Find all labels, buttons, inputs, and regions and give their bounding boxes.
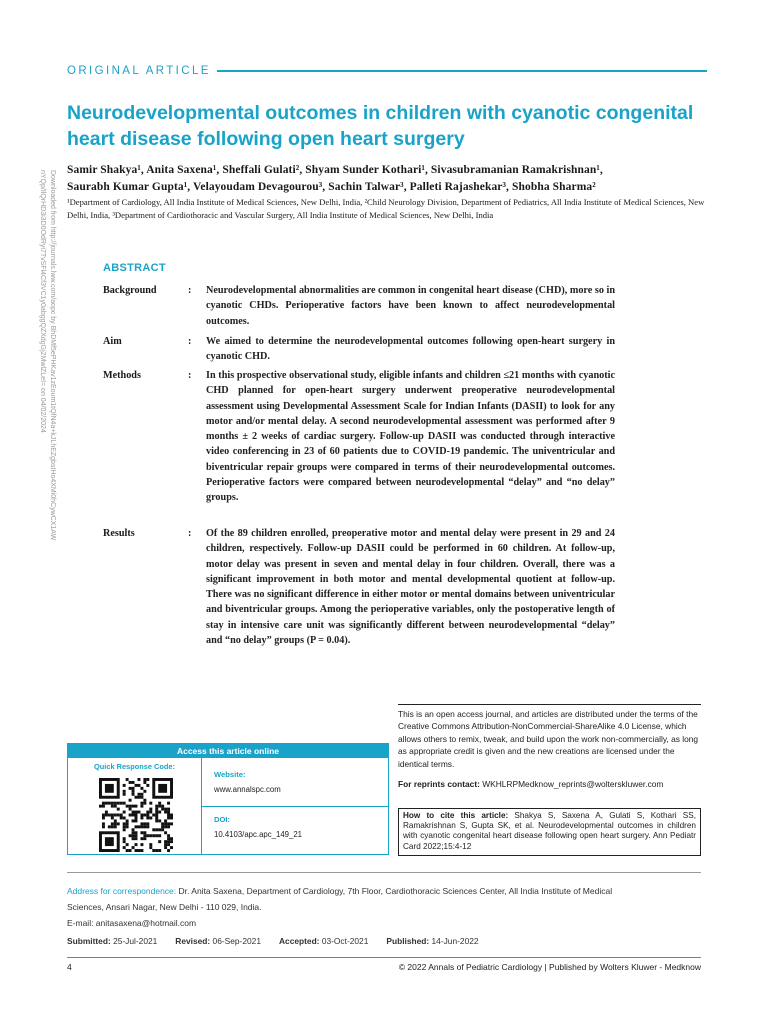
citation-label: How to cite this article:	[403, 811, 509, 820]
author-list	[67, 162, 717, 196]
abstract-text: In this prospective observational study, eligible infants and children ≤21 months with cyanotic CHD planned for open-heart surgery underwent preoperative neurodevelopmental assessment using Developmental Assessment Scale for Indian Infants (DASII) to look for any motor and/or mental delay. A second neurodevelopmental assessment was performed after 9 months ± 2 weeks of cardiac surgery. Follow-up DASII was conducted through interactive video conferencing in 23 of 60 patients due to COVID-19 pandemic. The univentricular and biventricular repair groups were compared in terms of their neurodevelopmental outcomes. Perioperative factors were compared between neurodevelopmental “delay” and “no delay” groups.	[206, 370, 615, 504]
abstract-text: We aimed to determine the neurodevelopmental outcomes following open-heart surgery in cyanotic CHD.	[206, 336, 615, 363]
correspondence-address-1: Dr. Anita Saxena, Department of Cardiology, 7th Floor, Cardiothoracic Sciences Center, All India Institute of Medical	[178, 886, 613, 896]
download-note	[25, 170, 57, 630]
abstract-colon: :	[188, 528, 192, 539]
abstract-text: Of the 89 children enrolled, preoperative motor and mental delay were present in 29 and 24 children, respectively. Follow-up DASII could be performed in 60 children. At follow-up, motor delay was present in seven and mental delay in four children. Overall, there was a significant improvement in both motor and mental developmental quotient at follow-up. There was no significant difference in either motor or mental domains between univentricular and biventricular groups. Among the perioperative variables, only the postoperative length of stay in intensive care unit was significantly different between neurodevelopmental “delay” and “no delay” groups (P = 0.04).	[206, 528, 615, 647]
correspondence-label: Address for correspondence:	[67, 886, 177, 896]
doi-label: DOI:	[214, 815, 231, 824]
website-link[interactable]: www.annalspc.com	[214, 785, 281, 794]
date-label: Submitted:	[67, 936, 111, 946]
abstract-aim	[103, 334, 615, 365]
open-access-text: This is an open access journal, and articles are distributed under the terms of the Creative Commons Attribution-NonCommercial-ShareAlike 4.0 License, which allows others to remix, tweak, and build upon the work non-commercially, as long as appropriate credit is given and the new creations are licensed under the identical terms.	[398, 709, 699, 769]
date-submitted	[67, 936, 157, 946]
abstract-label: Aim	[103, 336, 122, 347]
correspondence-address-2: Sciences, Ansari Nagar, New Delhi - 110 029, India.	[67, 902, 262, 912]
date-value: 03-Oct-2021	[321, 936, 369, 946]
date-value: 25-Jul-2021	[113, 936, 158, 946]
section-label	[67, 63, 707, 79]
abstract-background	[103, 283, 615, 329]
date-value: 06-Sep-2021	[212, 936, 261, 946]
authors-line-1: Samir Shakya¹, Anita Saxena¹, Sheffali Gulati², Shyam Sunder Kothari¹, Sivasubramanian Ramakrishnan¹,	[67, 164, 603, 176]
reprints-line	[398, 778, 701, 790]
abstract-colon: :	[188, 336, 192, 347]
reprints-email[interactable]: WKHLRPMedknow_reprints@wolterskluwer.com	[482, 779, 664, 790]
date-accepted	[279, 936, 368, 946]
authors-line-2: Saurabh Kumar Gupta¹, Velayoudam Devagourou³, Sachin Talwar³, Palleti Rajashekar³, Shobha Sharma²	[67, 181, 596, 193]
qr-code-icon[interactable]	[99, 778, 173, 852]
divider	[398, 704, 701, 705]
page-number: 4	[67, 962, 72, 972]
citation-text: Shakya S, Saxena A, Gulati S, Kothari SS, Ramakrishnan S, Gupta SK, et al. Neurodevelopmental outcomes in children with cyanotic congenital heart disease following open heart surgery. Ann Pediatr Card 2022;15:4-12	[403, 811, 697, 851]
correspondence-line-1	[67, 883, 707, 899]
open-access-notice	[398, 704, 701, 790]
abstract-text: Neurodevelopmental abnormalities are common in congenital heart disease (CHD), more so in cyanotic CHDs. Perioperative factors have been known to affect neurodevelopmental outcomes.	[206, 285, 615, 327]
access-header: Access this article online	[68, 744, 388, 758]
section-rule	[217, 70, 707, 72]
date-label: Revised:	[175, 936, 211, 946]
divider	[67, 872, 701, 873]
article-title: Neurodevelopmental outcomes in children with cyanotic congenital heart disease following open heart surgery	[67, 102, 694, 150]
divider	[202, 806, 388, 807]
date-value: 14-Jun-2022	[431, 936, 479, 946]
date-revised	[175, 936, 261, 946]
access-online-box	[67, 743, 389, 855]
affiliations: ¹Department of Cardiology, All India Institute of Medical Sciences, New Delhi, India, ²Child Neurology Division, Department of Pediatrics, All India Institute of Medical Sciences, New Delhi, India, ³Department of Cardiothoracic and Vascular Surgery, All India Institute of Medical Sciences, New Delhi, India	[67, 197, 705, 220]
qr-label: Quick Response Code:	[94, 762, 175, 771]
qr-panel	[68, 758, 202, 854]
download-note-text: Downloaded from http://journals.lww.com/aopc by BhDMf5ePHKav1zEoum1tQfN4a+kJLhEZgbsIHo4XMi0hCywCX1AW nYQp/IlQrHD3i3D0OdRyi7TvSFl4Cf3VC1y0abggQZXdgGj2MwlZLeI= on 04/02/2024	[39, 170, 56, 541]
correspondence-email[interactable]: E-mail: anitasaxena@hotmail.com	[67, 918, 197, 928]
abstract-methods	[103, 368, 615, 506]
access-details	[202, 758, 388, 854]
date-published	[386, 936, 478, 946]
abstract-colon: :	[188, 370, 192, 381]
footer-text: © 2022 Annals of Pediatric Cardiology | Published by Wolters Kluwer - Medknow	[398, 962, 701, 972]
article-dates	[67, 936, 707, 946]
doi-link[interactable]: 10.4103/apc.apc_149_21	[214, 830, 303, 839]
abstract-label: Background	[103, 285, 157, 296]
correspondence	[67, 883, 707, 931]
abstract-label: Results	[103, 528, 135, 539]
footer-rule	[67, 957, 701, 958]
website-label: Website:	[214, 770, 246, 779]
abstract-label: Methods	[103, 370, 141, 381]
abstract-colon: :	[188, 285, 192, 296]
date-label: Published:	[386, 936, 430, 946]
date-label: Accepted:	[278, 936, 320, 946]
section-label-text: ORIGINAL ARTICLE	[67, 65, 211, 77]
abstract-results	[103, 526, 615, 648]
reprints-label: For reprints contact:	[398, 779, 480, 790]
citation-box	[398, 808, 701, 856]
abstract-heading: ABSTRACT	[103, 262, 166, 274]
